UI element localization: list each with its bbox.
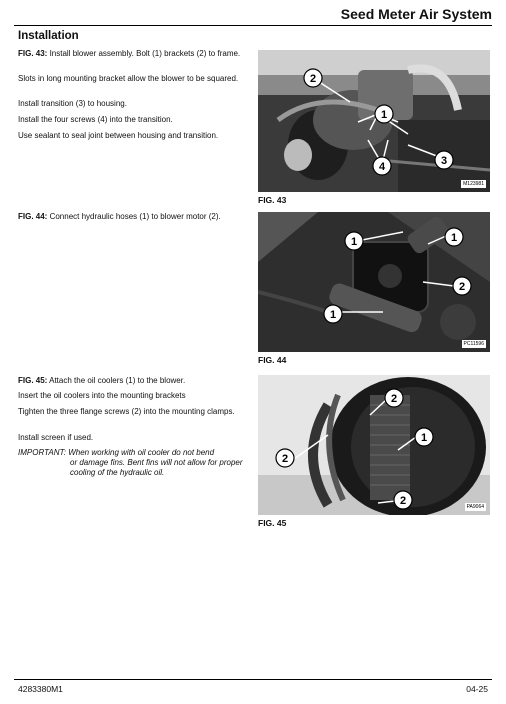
fig43-paragraph-1 — [18, 49, 242, 59]
fig43-photo-code: M123981 — [463, 181, 484, 187]
fig43-callout-label-4: 4 — [378, 161, 386, 173]
footer-rule — [14, 679, 492, 680]
fig45-callout-circle-2b — [276, 449, 294, 467]
fig43-paragraph-2: Slots in long mounting bracket allow the blower to be squared. — [18, 74, 239, 83]
fig44-caption: FIG. 44 — [258, 355, 287, 365]
fig45-callout-label-2b: 2 — [281, 453, 289, 465]
fig43-step-1-text: Install blower assembly. Bolt (1) brackets (2) to frame. — [47, 49, 241, 58]
fig43-photo — [258, 50, 490, 192]
fig44-photo-code: PC11596 — [463, 341, 484, 347]
footer-part-number: 4283380M1 — [18, 684, 63, 694]
fig43-paragraph-3: Install transition (3) to housing. — [18, 99, 127, 108]
fig43-callout-circle-2 — [304, 69, 322, 87]
fig43-callout-circle-1 — [375, 105, 393, 123]
fig45-callout-lines — [294, 400, 416, 503]
footer-page-number: 04-25 — [466, 684, 488, 694]
fig45-paragraph-4: Install screen if used. — [18, 433, 94, 442]
fig44-step-1-text: Connect hydraulic hoses (1) to blower motor (2). — [47, 212, 221, 221]
header-rule — [14, 25, 492, 26]
fig44-photo — [258, 212, 490, 352]
fig44-callouts — [258, 212, 490, 352]
section-title: Installation — [18, 30, 79, 42]
fig45-paragraph-3: Tighten the three flange screws (2) into the mounting clamps. — [18, 407, 235, 416]
fig45-caption: FIG. 45 — [258, 518, 287, 528]
fig43-callout-label-3: 3 — [440, 155, 448, 167]
fig44-callout-label-1a: 1 — [350, 236, 358, 248]
fig44-callout-circle-1c — [324, 305, 342, 323]
important-line-2: or damage fins. Bent fins will not allow for proper — [70, 458, 243, 467]
important-lead: IMPORTANT: — [18, 448, 66, 457]
fig43-paragraph-4: Install the four screws (4) into the transition. — [18, 115, 173, 124]
fig45-step-1-text: Attach the oil coolers (1) to the blower. — [47, 376, 186, 385]
fig45-callout-circle-1 — [415, 428, 433, 446]
fig45-photo — [258, 375, 490, 515]
fig44-callout-label-1c: 1 — [329, 309, 337, 321]
fig45-callout-label-2c: 2 — [399, 495, 407, 507]
fig45-paragraph-1 — [18, 376, 242, 386]
fig44-callout-label-1b: 1 — [450, 232, 458, 244]
fig45-callout-label-1: 1 — [420, 432, 428, 444]
fig45-photo-code: PA9064 — [466, 504, 484, 510]
fig45-callouts — [258, 375, 490, 515]
fig45-callout-label-2a: 2 — [390, 393, 398, 405]
important-line-1: When working with oil cooler do not bend — [66, 448, 215, 457]
important-note — [18, 448, 246, 478]
important-line-3: cooling of the hydraulic oil. — [70, 468, 165, 477]
fig45-callout-circle-2a — [385, 389, 403, 407]
fig43-label: FIG. 43: — [18, 49, 48, 58]
fig44-paragraph-1 — [18, 212, 242, 222]
fig43-callout-label-1: 1 — [380, 109, 388, 121]
fig45-paragraph-2: Insert the oil coolers into the mounting brackets — [18, 391, 186, 400]
fig43-caption: FIG. 43 — [258, 195, 287, 205]
fig44-callout-circle-1a — [345, 232, 363, 250]
fig45-callout-circle-2c — [394, 491, 412, 509]
fig45-label: FIG. 45: — [18, 376, 48, 385]
fig44-callout-label-2: 2 — [458, 281, 466, 293]
fig44-label: FIG. 44: — [18, 212, 48, 221]
page-header-title: Seed Meter Air System — [340, 6, 492, 22]
fig43-callouts — [258, 50, 490, 192]
fig43-callout-circle-4 — [373, 157, 391, 175]
fig43-callout-circle-3 — [435, 151, 453, 169]
fig44-callout-circle-2 — [453, 277, 471, 295]
fig44-callout-circle-1b — [445, 228, 463, 246]
fig43-callout-label-2: 2 — [309, 73, 317, 85]
fig43-paragraph-5: Use sealant to seal joint between housing and transition. — [18, 131, 219, 140]
